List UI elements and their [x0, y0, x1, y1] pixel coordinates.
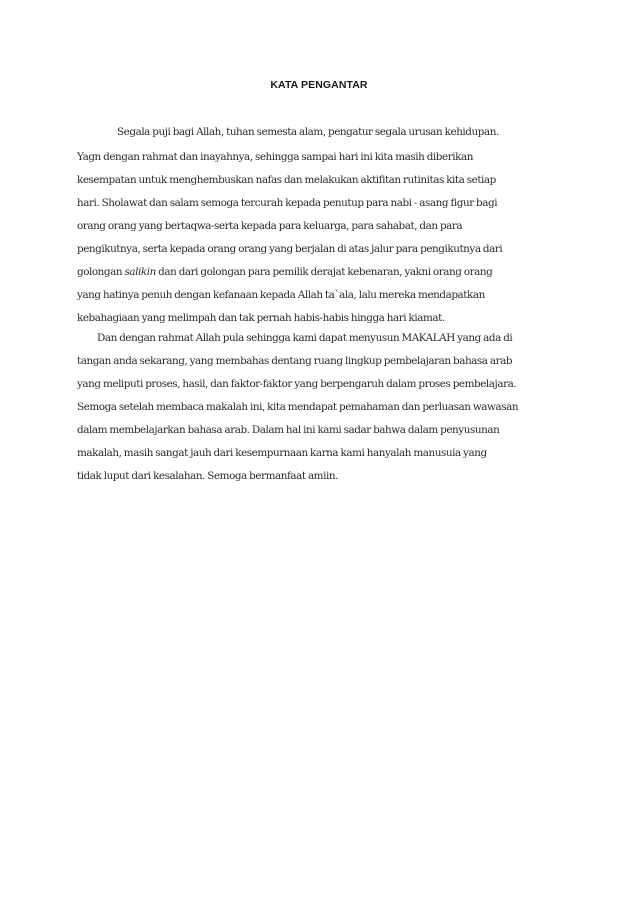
document-title: KATA PENGANTAR [270, 79, 368, 91]
italic-term: salikin [124, 266, 156, 278]
document-page: KATA PENGANTAR Segala puji bagi Allah, tuhan semesta alam, pengatur segala urusan kehidupan. Yagn dengan rahmat dan inayahnya, sehingga sampai hari ini kita masih diberikan kesempatan untuk menghembuskan nafas dan melakukan aktifitan rutinitas kita setiap hari. Sholawat dan salam semoga tercurah kepada penutup para nabi - asang figur bagi orang orang yang bertaqwa-serta kepada para keluarga, para sahabat, dan para pengikutnya, serta kepada orang orang yang berjalan di atas jalur para pengikutnya dari golongan salikin dan dari golongan para pemilik derajat kebenaran, yakni orang orang yang hatinya penuh dengan kefanaan kepada Allah ta`ala, lalu mereka mendapatkan kebahagiaan yang melimpah dan tak pernah habis-habis hingga hari kiamat. Dan dengan rahmat Allah pula sehingga kami dapat menyusun MAKALAH yang ada di tangan anda sekarang, yang membahas dentang ruang lingkup pembelajaran bahasa arab yang meliputi proses, hasil, dan faktor-faktor yang berpengaruh dalam proses pembelajara. Semoga setelah membaca makalah ini, kita mendapat pemahaman dan perluasan wawasan dalam membelajarkan bahasa arab. Dalam hal ini kami sadar bahwa dalam penyusunan makalah, masih sangat jauh dari kesempurnaan karna kami hanyalah manusuia yang tidak luput dari kesalahan. Semoga bermanfaat amiin. [0, 0, 638, 903]
line-text: dan dari golongan para pemilik derajat kebenaran, yakni orang orang [155, 266, 493, 278]
line-text: golongan [77, 266, 125, 278]
